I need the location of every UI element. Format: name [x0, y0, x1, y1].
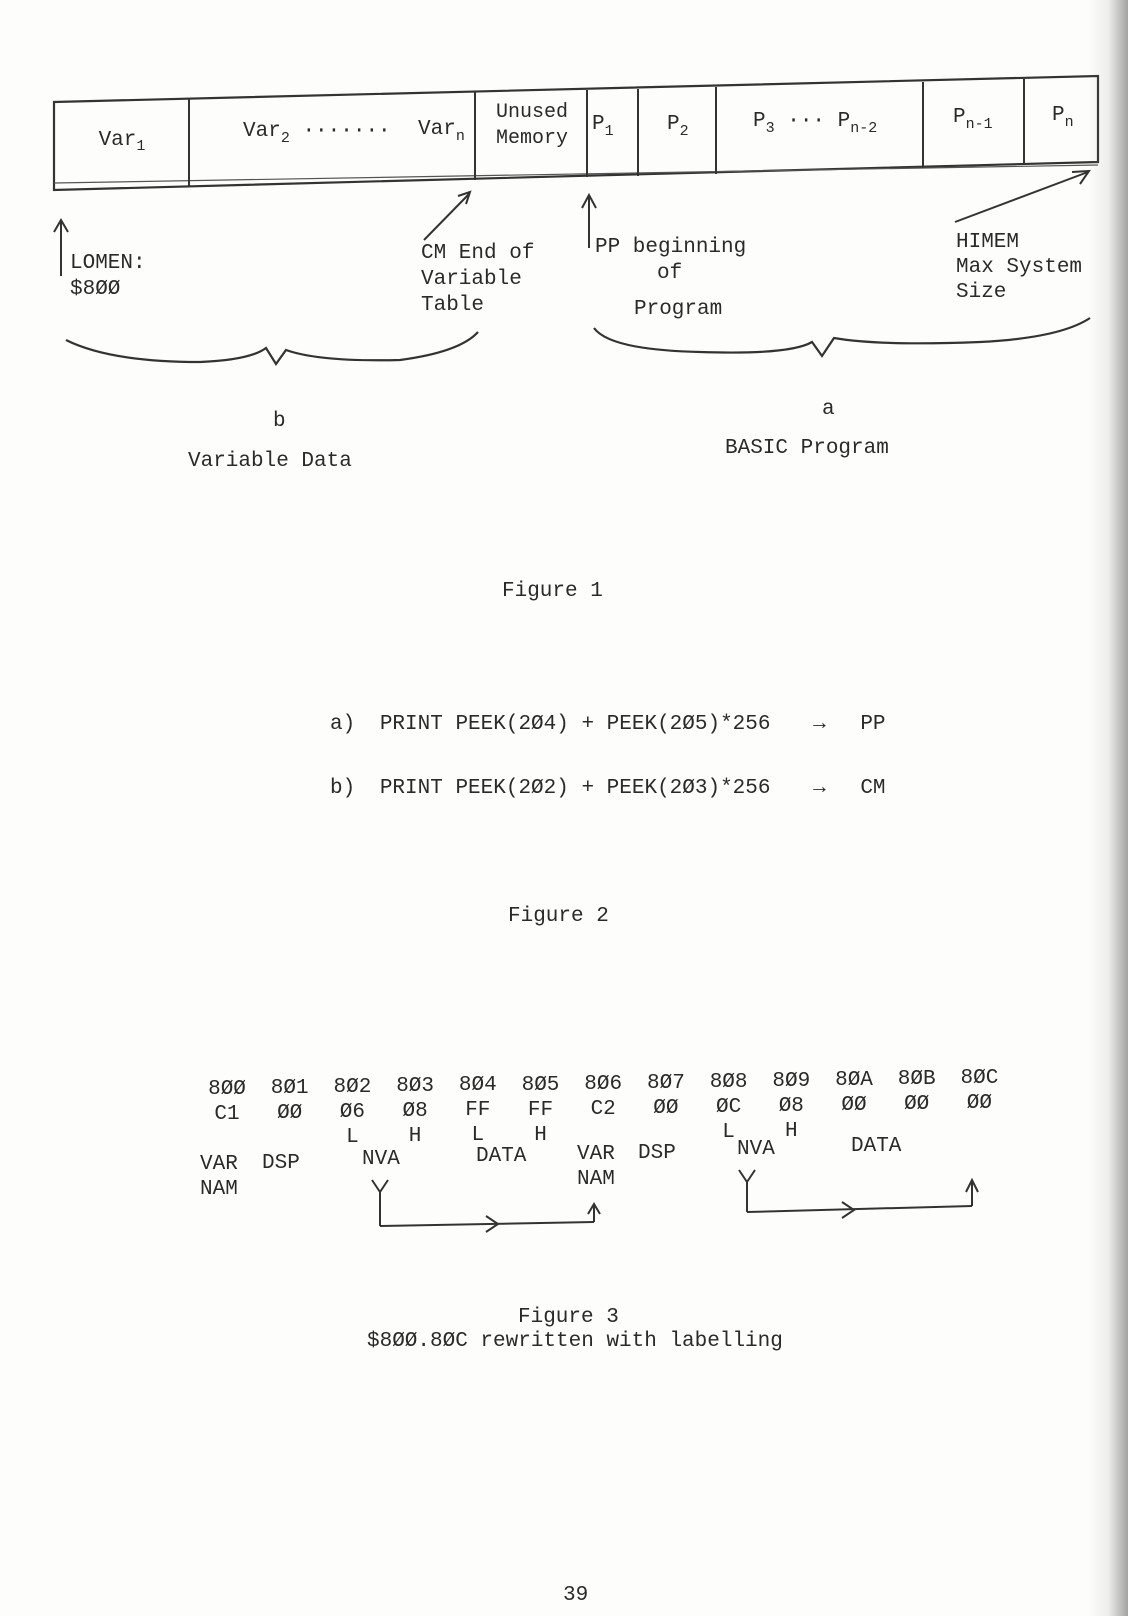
cell-var1-label: Var [98, 128, 137, 152]
byte-order-marker: L [722, 1120, 735, 1144]
figure-1-caption: Figure 1 [502, 580, 603, 603]
byte-order-marker: H [534, 1123, 547, 1147]
memory-address: 8ØØ [208, 1078, 246, 1101]
byte-order-marker: H [408, 1125, 422, 1149]
dsp-label-2: DSP [638, 1142, 676, 1165]
byte-order-marker: H [784, 1119, 798, 1143]
peek-line-b-result: CM [860, 777, 886, 800]
memory-byte-column [822, 1068, 886, 1118]
data-label-2: DATA [851, 1135, 902, 1158]
pp-line2: of [657, 262, 683, 285]
memory-byte-column [947, 1066, 1011, 1116]
byte-order-marker: L [471, 1124, 485, 1148]
cell-var1-sub: 1 [136, 137, 146, 155]
cell-var2-dots: ······· [302, 120, 391, 143]
var-nam-1-line1: VAR [200, 1153, 238, 1176]
cell-p3-pn2 [753, 110, 878, 137]
cell-pn-label: P [1052, 104, 1065, 127]
cell-pn2-label: P [837, 110, 851, 133]
var-nam-2-line2: NAM [577, 1168, 615, 1191]
cell-varn [418, 118, 465, 145]
memory-value: C1 [214, 1103, 240, 1126]
cell-p1-label: P [592, 113, 605, 136]
cell-var2-label: Var [243, 120, 281, 143]
memory-value: Ø6 [339, 1101, 365, 1125]
cell-pn1-label: P [953, 106, 966, 129]
memory-address: 8Ø9 [772, 1069, 811, 1093]
cell-p1 [592, 113, 614, 140]
memory-byte-column [885, 1067, 949, 1117]
memory-value: Ø8 [778, 1094, 804, 1118]
memory-address: 8Ø4 [458, 1074, 497, 1098]
memory-value: ØØ [966, 1092, 992, 1116]
memory-byte-column [258, 1076, 322, 1126]
memory-address: 8Ø1 [270, 1077, 309, 1101]
cell-var2 [243, 120, 391, 147]
memory-address: 8Ø7 [646, 1071, 685, 1095]
cell-var2-sub: 2 [280, 130, 290, 147]
peek-line-a-code: PRINT PEEK(2Ø4) + PEEK(2Ø5)*256 [379, 713, 771, 736]
cm-label [421, 241, 534, 319]
memory-address: 8ØB [897, 1068, 936, 1092]
cm-line2: Variable [421, 268, 522, 291]
peek-line-b [330, 777, 886, 800]
brace-b-letter: b [273, 410, 286, 433]
cell-unused-memory [478, 100, 586, 152]
himem-line3: Size [956, 281, 1007, 304]
pp-line3: Program [634, 298, 723, 321]
cell-varn-label: Var [418, 118, 456, 141]
memory-byte-column [446, 1073, 510, 1148]
pp-line1: PP beginning [595, 236, 747, 259]
memory-byte-column [697, 1070, 761, 1145]
memory-address: 8Ø2 [333, 1076, 372, 1100]
data-label-1: DATA [476, 1145, 527, 1168]
cm-line3: Table [421, 294, 485, 317]
cell-pn [1052, 104, 1074, 131]
peek-line-b-arrow: → [813, 777, 826, 800]
brace-a-label: BASIC Program [725, 437, 889, 460]
lomen-line2: $8ØØ [70, 278, 121, 301]
memory-byte-column [383, 1074, 447, 1149]
figure-2-caption: Figure 2 [508, 905, 609, 928]
page-number: 39 [563, 1584, 589, 1607]
cell-p2-sub: 2 [679, 123, 689, 140]
cell-p2-label: P [667, 113, 680, 136]
lomen-line1: LOMEN: [70, 252, 146, 275]
memory-value: ØØ [277, 1102, 303, 1126]
peek-line-a [330, 713, 886, 736]
brace-b-label: Variable Data [188, 450, 352, 473]
cell-pn-sub: n [1064, 114, 1074, 131]
scan-edge-shadow [1088, 0, 1128, 1616]
memory-address: 8Ø6 [584, 1072, 623, 1096]
cell-unused-line1: Unused [495, 101, 568, 124]
himem-line2: Max System [956, 256, 1083, 279]
memory-value: FF [465, 1099, 491, 1123]
peek-line-b-label: b) [330, 777, 356, 800]
cell-unused-line2: Memory [495, 127, 568, 150]
cell-p1-sub: 1 [604, 123, 614, 140]
memory-byte-column [571, 1072, 635, 1122]
cell-pn2-sub: n-2 [850, 120, 878, 137]
memory-byte-column [634, 1071, 698, 1121]
cell-p2 [667, 113, 689, 140]
memory-value: ØØ [653, 1096, 679, 1120]
himem-label [956, 230, 1082, 305]
var-nam-label-2 [577, 1142, 615, 1192]
memory-address: 8Ø3 [396, 1075, 434, 1099]
figure-3-subcaption: $8ØØ.8ØC rewritten with labelling [367, 1330, 783, 1353]
peek-line-a-label: a) [330, 713, 356, 736]
brace-a-letter: a [822, 398, 835, 421]
peek-line-a-arrow: → [813, 713, 826, 736]
memory-value: ØØ [841, 1094, 867, 1117]
figure-3-caption: Figure 3 [518, 1306, 619, 1329]
memory-value: ØØ [904, 1093, 930, 1117]
memory-address: 8ØC [960, 1067, 999, 1091]
nva-label-2: NVA [737, 1138, 775, 1161]
cm-line1: CM End of [421, 242, 535, 265]
lomen-label [70, 251, 146, 303]
himem-line1: HIMEM [956, 231, 1020, 254]
memory-address: 8Ø5 [521, 1073, 560, 1097]
memory-value: FF [527, 1098, 554, 1122]
cell-p3-sub: 3 [765, 120, 775, 137]
dsp-label-1: DSP [262, 1152, 300, 1175]
cell-var1 [56, 100, 188, 180]
var-nam-2-line1: VAR [577, 1143, 615, 1166]
memory-address: 8ØA [835, 1069, 873, 1092]
memory-byte-column [320, 1075, 384, 1150]
peek-line-b-code: PRINT PEEK(2Ø2) + PEEK(2Ø3)*256 [379, 777, 771, 800]
cell-p3-label: P [753, 110, 766, 133]
peek-line-a-result: PP [860, 713, 886, 736]
var-nam-label-1 [200, 1152, 238, 1202]
memory-address: 8Ø8 [709, 1070, 748, 1094]
cell-pn1 [953, 106, 993, 133]
memory-value: ØC [715, 1095, 742, 1119]
memory-value: Ø8 [402, 1100, 428, 1124]
var-nam-1-line2: NAM [200, 1178, 238, 1201]
memory-value: C2 [590, 1097, 616, 1121]
memory-byte-column [509, 1073, 573, 1148]
memory-byte-column [195, 1077, 259, 1127]
cell-pn1-sub: n-1 [965, 116, 993, 133]
cell-varn-sub: n [455, 128, 465, 145]
memory-byte-column [759, 1069, 823, 1144]
cell-p3-dots: ··· [774, 110, 838, 133]
byte-order-marker: L [346, 1126, 359, 1150]
nva-label-1: NVA [362, 1148, 400, 1171]
